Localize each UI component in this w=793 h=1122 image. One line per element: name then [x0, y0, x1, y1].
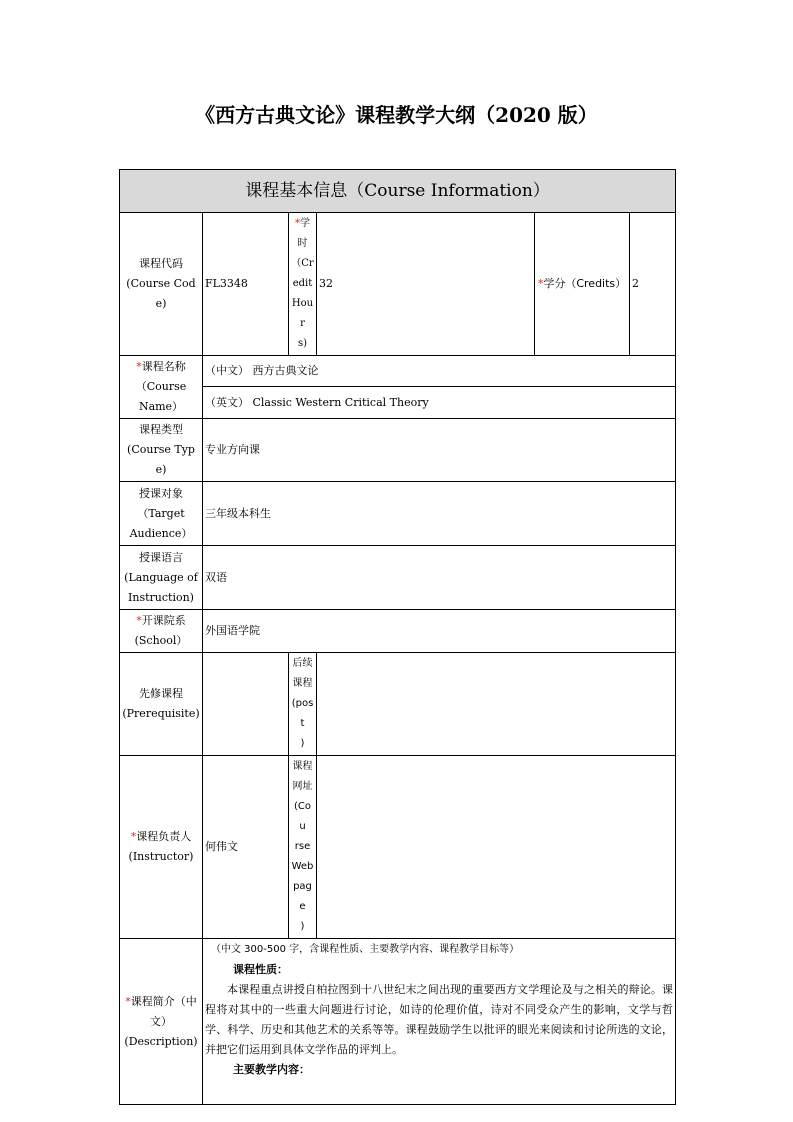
course-type-label: 课程类型 (Course Type) — [120, 419, 203, 482]
prerequisite-label: 先修课程 (Prerequisite) — [120, 653, 203, 756]
row-course-type — [120, 419, 676, 482]
row-instructor — [120, 756, 676, 939]
row-school — [120, 610, 676, 653]
description-note: （中文 300-500 字，含课程性质、主要教学内容、课程教学目标等） — [211, 944, 520, 955]
course-nature-text: 本课程重点讲授自柏拉图到十八世纪末之间出现的重要西方文学理论及与之相关的辩论。课程将对其中的一些重大问题进行讨论，如诗的伦理价值，诗对不同受众产生的影响，文学与哲学、科学、历史和其他艺术的关系等等。课程鼓励学生以批评的眼光来阅读和讨论所选的文论，并把它们运用到具体文学作品的评判上。 — [205, 983, 674, 1056]
description-content — [203, 939, 676, 1105]
course-name-en-value: Classic Western Critical Theory — [252, 395, 429, 409]
course-nature-heading: 课程性质： — [233, 963, 288, 976]
audience-label: 授课对象 （Target Audience） — [120, 482, 203, 546]
row-language — [120, 546, 676, 610]
instructor-label: *课程负责人 (Instructor) — [120, 756, 203, 939]
course-webpage-label: 课程 网址 (Cou rse Web page ) — [289, 756, 317, 939]
row-course-name-en — [120, 387, 676, 419]
prerequisite-value — [203, 653, 289, 756]
row-course-code — [120, 213, 676, 356]
row-prerequisite — [120, 653, 676, 756]
course-code-value: FL3348 — [203, 213, 289, 356]
school-value: 外国语学院 — [203, 610, 676, 653]
course-name-en-cell: （英文） Classic Western Critical Theory — [203, 387, 676, 419]
instructor-value: 何伟文 — [203, 756, 289, 939]
language-value: 双语 — [203, 546, 676, 610]
credit-hours-value: 32 — [317, 213, 535, 356]
language-label: 授课语言 (Language of Instruction) — [120, 546, 203, 610]
course-name-cn-cell: （中文） 西方古典文论 — [203, 356, 676, 387]
post-course-label: 后续 课程 (post ) — [289, 653, 317, 756]
credit-hours-label: *学 时 （Cr edit Hour s) — [289, 213, 317, 356]
audience-value: 三年级本科生 — [203, 482, 676, 546]
table-header-row — [120, 170, 676, 213]
course-type-value: 专业方向课 — [203, 419, 676, 482]
course-webpage-value — [317, 756, 676, 939]
row-course-name-cn — [120, 356, 676, 387]
credits-label: *学分（Credits） — [535, 213, 630, 356]
course-name-cn-value: 西方古典文论 — [252, 364, 319, 377]
main-content-heading: 主要教学内容： — [233, 1063, 310, 1076]
document-title: 《西方古典文论》课程教学大纲（2020 版） — [195, 103, 598, 127]
course-info-table — [119, 169, 676, 1105]
credits-value: 2 — [630, 213, 676, 356]
table-header: 课程基本信息（Course Information） — [120, 170, 676, 213]
row-audience — [120, 482, 676, 546]
description-label: *课程简介（中 文） (Description) — [120, 939, 203, 1105]
course-name-label: *课程名称 （Course Name） — [120, 356, 203, 419]
row-description — [120, 939, 676, 1105]
course-code-label: 课程代码 (Course Code) — [120, 213, 203, 356]
school-label: *开课院系 (School） — [120, 610, 203, 653]
post-course-value — [317, 653, 676, 756]
